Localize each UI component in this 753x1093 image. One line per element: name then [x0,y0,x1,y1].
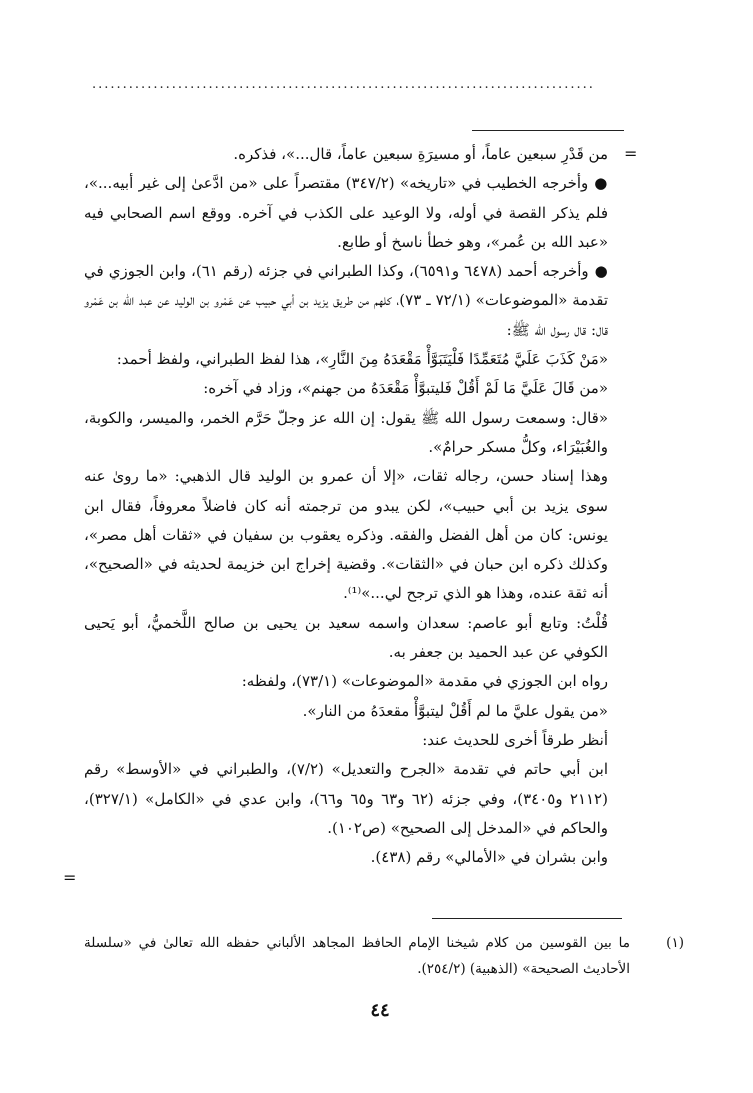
bullet-icon: ● [594,262,608,281]
margin-marker: = [63,868,77,887]
dotted-separator: .................................................................................. [92,78,595,92]
paragraph-3 [84,257,608,345]
top-rule [472,130,624,131]
paragraph-11: أنظر طرقاً أخرى للحديث عند: [422,730,608,749]
paragraph-12: ابن أبي حاتم في تقدمة «الجرح والتعديل» (٧/٢)، والطبراني في «الأوسط» رقم (٢١١٢ و٣٤٠٥)، وفي جزئه (٦٢ و٦٣ و٦٥ و٦٦)، وابن عدي في «الكامل» (٣٢٧/١)، والحاكم في «المدخل إلى الصحيح» (ص١٠٢). [84,760,608,837]
paragraph-10: «من يقول عليَّ ما لم أَقُلْ ليتبوَّأْ مقعدَهُ من النار». [302,701,608,720]
continuation-marker: = [624,144,638,163]
paragraph-6: «قال: وسمعت رسول الله ﷺ يقول: إن الله عز وجلّ حَرَّم الخمر، والميسر، والكوبة، والغُبَيْرَاء، وكلُّ مسكر حرامٌ». [84,408,608,456]
bullet-icon: ● [594,174,608,193]
paragraph-1: من قَدْرِ سبعين عاماً، أو مسيرَةِ سبعين عاماً، قال...»، فذكره. [233,145,608,163]
footnote-number: (١) [666,935,684,951]
paragraph-4: «مَنْ كَذَبَ عَلَيَّ مُتَعَمِّدًا فَلْيَتَبَوَّأْ مَقْعَدَهُ مِنَ النَّارِ»، هذا لفظ الطبراني، ولفظ أحمد: [116,350,608,369]
paragraph-3-text: وأخرجه أحمد (٦٤٧٨ و٦٥٩١)، وكذا الطبراني في جزئه (رقم ٦١)، وابن الجوزي في تقدمة «الموضوعات» (٧٢/١ ـ ٧٣)، كلهم من طريق يزيد بن أبي حبيب عن عَمْرو بن الوليد عن عبد الله بن عَمْرو قال: قال رسول الله ﷺ: [84,262,608,339]
paragraph-8: قُلْتُ: وتابع أبو عاصم: سعدان واسمه سعيد بن يحيى بن صالح اللَّخميُّ، أبو يَحيى الكوفي عن عبد الحميد بن جعفر به. [84,613,608,662]
footnote [84,930,684,982]
footnote-rule [432,918,622,919]
paragraph-2 [84,169,608,257]
paragraph-13: وابن بشران في «الأمالي» رقم (٤٣٨). [370,848,608,867]
paragraph-9: رواه ابن الجوزي في مقدمة «الموضوعات» (٧٣/١)، ولفظه: [241,672,608,691]
paragraph-5: «من قَالَ عَلَيَّ مَا لَمْ أَقُلْ فَليتبوَّأْ مَقْعَدَهُ من جهنم»، وزاد في آخره: [203,379,608,398]
footnote-text: ما بين القوسين من كلام شيخنا الإمام الحافظ المجاهد الألباني حفظه الله تعالىٰ في «سلسلة الأحاديث الصحيحة» (الذهبية) (٢٥٤/٢). [84,935,630,977]
paragraph-7: وهذا إسناد حسن، رجاله ثقات، «إلا أن عمرو بن الوليد قال الذهبي: «ما روىٰ عنه سوى يزيد بن أبي حبيب»، لكن يبدو من ترجمته أنه كان فاضلاً معروفاً، فقال ابن يونس: كان من أهل الفضل والفقه. وذكره يعقوب بن سفيان في «ثقات أهل مصر»، وكذلك ذكره ابن حبان في «الثقات». وقضية إخراج ابن خزيمة لحديثه في «الصحيح»، أنه ثقة عنده، وهذا هو الذي ترجح لي...»⁽¹⁾. [84,467,608,603]
paragraph-2-text: وأخرجه الخطيب في «تاريخه» (٣٤٧/٢) مقتصراً على «من ادَّعىٰ إلى غير أبيه...»، فلم يذكر القصة في أوله، ولا الوعيد على الكذب في آخره. ووقع اسم الصحابي فيه «عبد الله بن عُمر»، وهو خطأ ناسخ أو طابع. [84,174,608,251]
page-number: ٤٤ [370,1000,390,1021]
main-text [84,140,608,872]
